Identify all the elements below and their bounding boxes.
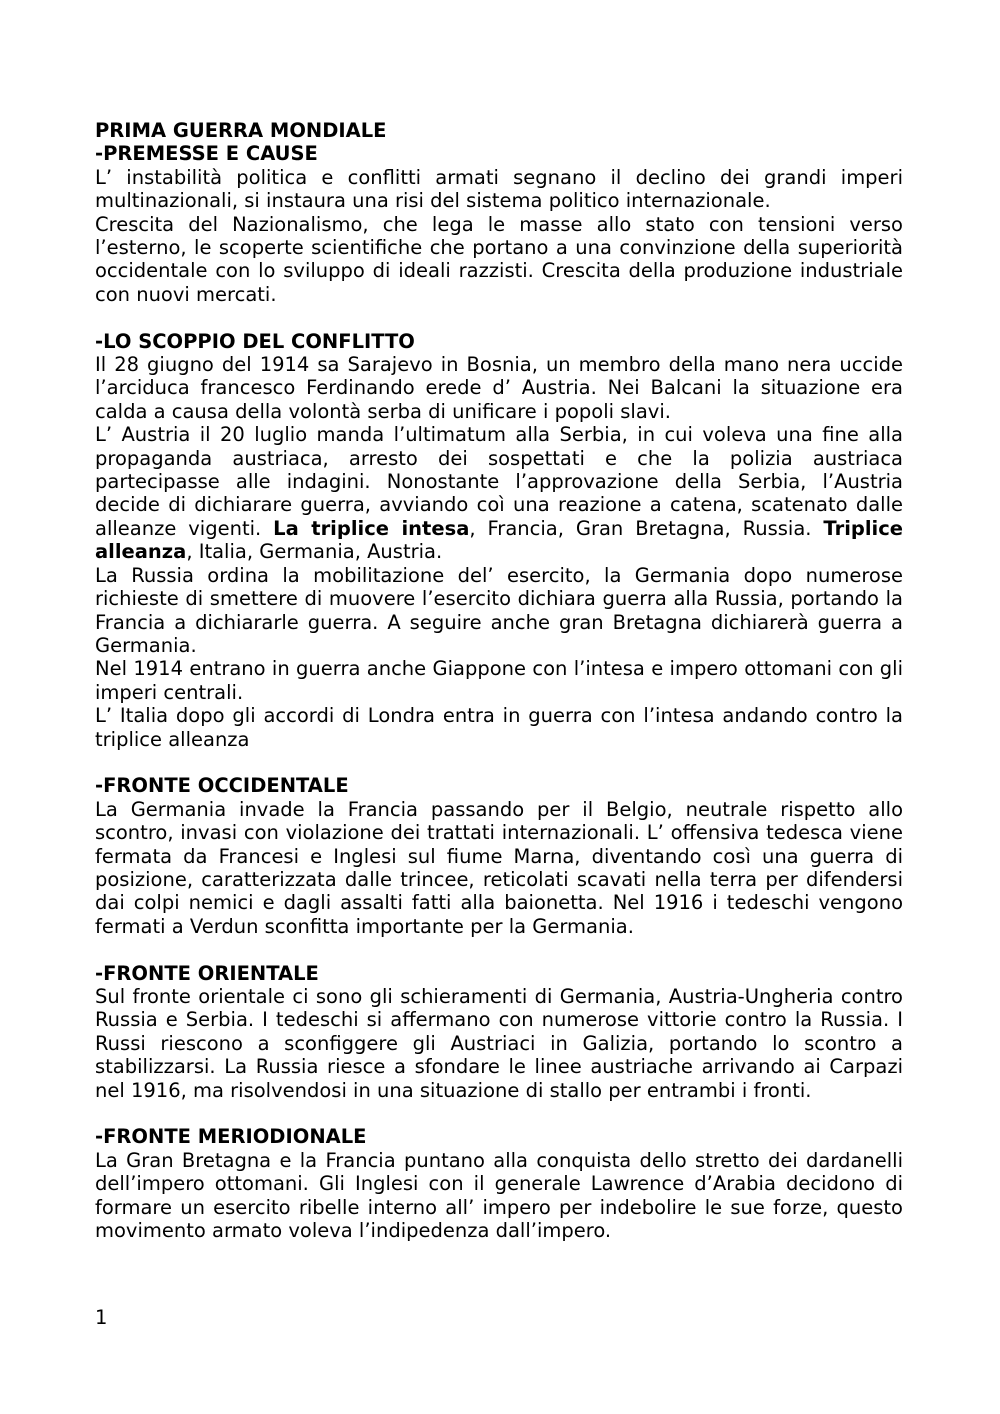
bold-term-triplice-intesa: La triplice intesa bbox=[273, 516, 470, 540]
paragraph: L’ instabilità politica e conflitti armati segnano il declino dei grandi imperi multinazionali, si instaura una risi del sistema politico internazionale. bbox=[95, 165, 903, 213]
section-heading: -FRONTE OCCIDENTALE bbox=[95, 774, 349, 798]
page-number: 1 bbox=[95, 1306, 108, 1329]
paragraph: La Gran Bretagna e la Francia puntano alla conquista dello stretto dei dardanelli dell’impero ottomani. Gli Inglesi con il generale Lawrence d’Arabia decidono di formare un esercito ribelle interno all’ impero per indebolire le sue forze, questo movimento armato voleva l’indipedenza dall’impero. bbox=[95, 1148, 903, 1243]
section-heading: -LO SCOPPIO DEL CONFLITTO bbox=[95, 329, 415, 353]
paragraph: Nel 1914 entrano in guerra anche Giappone con l’intesa e impero ottomani con gli imperi centrali. bbox=[95, 657, 903, 704]
section-premesse bbox=[95, 142, 903, 306]
paragraph: L’ Italia dopo gli accordi di Londra entra in guerra con l’intesa andando contro la triplice alleanza bbox=[95, 704, 903, 751]
section-fronte-orientale bbox=[95, 962, 903, 1102]
paragraph: Crescita del Nazionalismo, che lega le masse allo stato con tensioni verso l’esterno, le scoperte scientifiche che portano a una convinzione della superiorità occidentale con lo sviluppo di ideali razzisti. Crescita della produzione industriale con nuovi mercati. bbox=[95, 212, 903, 306]
section-heading: -PREMESSE E CAUSE bbox=[95, 142, 318, 166]
section-scoppio bbox=[95, 330, 903, 751]
paragraph: Il 28 giugno del 1914 sa Sarajevo in Bosnia, un membro della mano nera uccide l’arciduca francesco Ferdinando erede d’ Austria. Nei Balcani la situazione era calda a causa della volontà serba di unificare i popoli slavi. bbox=[95, 353, 903, 423]
section-fronte-occidentale bbox=[95, 774, 903, 938]
document-title: PRIMA GUERRA MONDIALE bbox=[95, 119, 387, 142]
paragraph: La Germania invade la Francia passando per il Belgio, neutrale rispetto allo scontro, invasi con violazione dei trattati internazionali. L’ offensiva tedesca viene fermata da Francesi e Inglesi sul fiume Marna, diventando così una guerra di posizione, caratterizzata dalle trincee, reticolati scavati nella terra per difendersi dai colpi nemici e dagli assalti fatti alla baionetta. Nel 1916 i tedeschi vengono fermati a Verdun sconfitta importante per la Germania. bbox=[95, 797, 903, 938]
bold-term-triplice-alleanza: Triplice alleanza bbox=[95, 516, 903, 564]
section-fronte-meridionale bbox=[95, 1125, 903, 1242]
section-heading: -FRONTE MERIODIONALE bbox=[95, 1125, 367, 1149]
text-run: L’ Austria il 20 luglio manda l’ultimatum alla Serbia, in cui voleva una fine alla propaganda austriaca, arresto dei sospettati e che la polizia austriaca partecipasse alle indagini. Nonostante l’approvazione della Serbia, l’Austria decide di dichiarare guerra, avviando coì una reazione a catena, scatenato dalle alleanze vigenti. bbox=[95, 423, 903, 540]
text-run: , Francia, Gran Bretagna, Russia. bbox=[469, 516, 824, 540]
paragraph: La Russia ordina la mobilitazione del’ esercito, la Germania dopo numerose richieste di smettere di muovere l’esercito dichiara guerra alla Russia, portando la Francia a dichiararle guerra. A seguire anche gran Bretagna dichiarerà guerra a Germania. bbox=[95, 563, 903, 657]
section-heading: -FRONTE ORIENTALE bbox=[95, 961, 319, 985]
text-run: , Italia, Germania, Austria. bbox=[186, 540, 443, 564]
paragraph: Sul fronte orientale ci sono gli schieramenti di Germania, Austria-Ungheria contro Russia e Serbia. I tedeschi si affermano con numerose vittorie contro la Russia. I Russi riescono a sconfiggere gli Austriaci in Galizia, portando lo scontro a stabilizzarsi. La Russia riesce a sfondare le linee austriache arrivando ai Carpazi nel 1916, ma risolvendosi in una situazione di stallo per entrambi i fronti. bbox=[95, 984, 903, 1102]
document-body bbox=[95, 119, 903, 1242]
paragraph-alliances bbox=[95, 423, 903, 563]
